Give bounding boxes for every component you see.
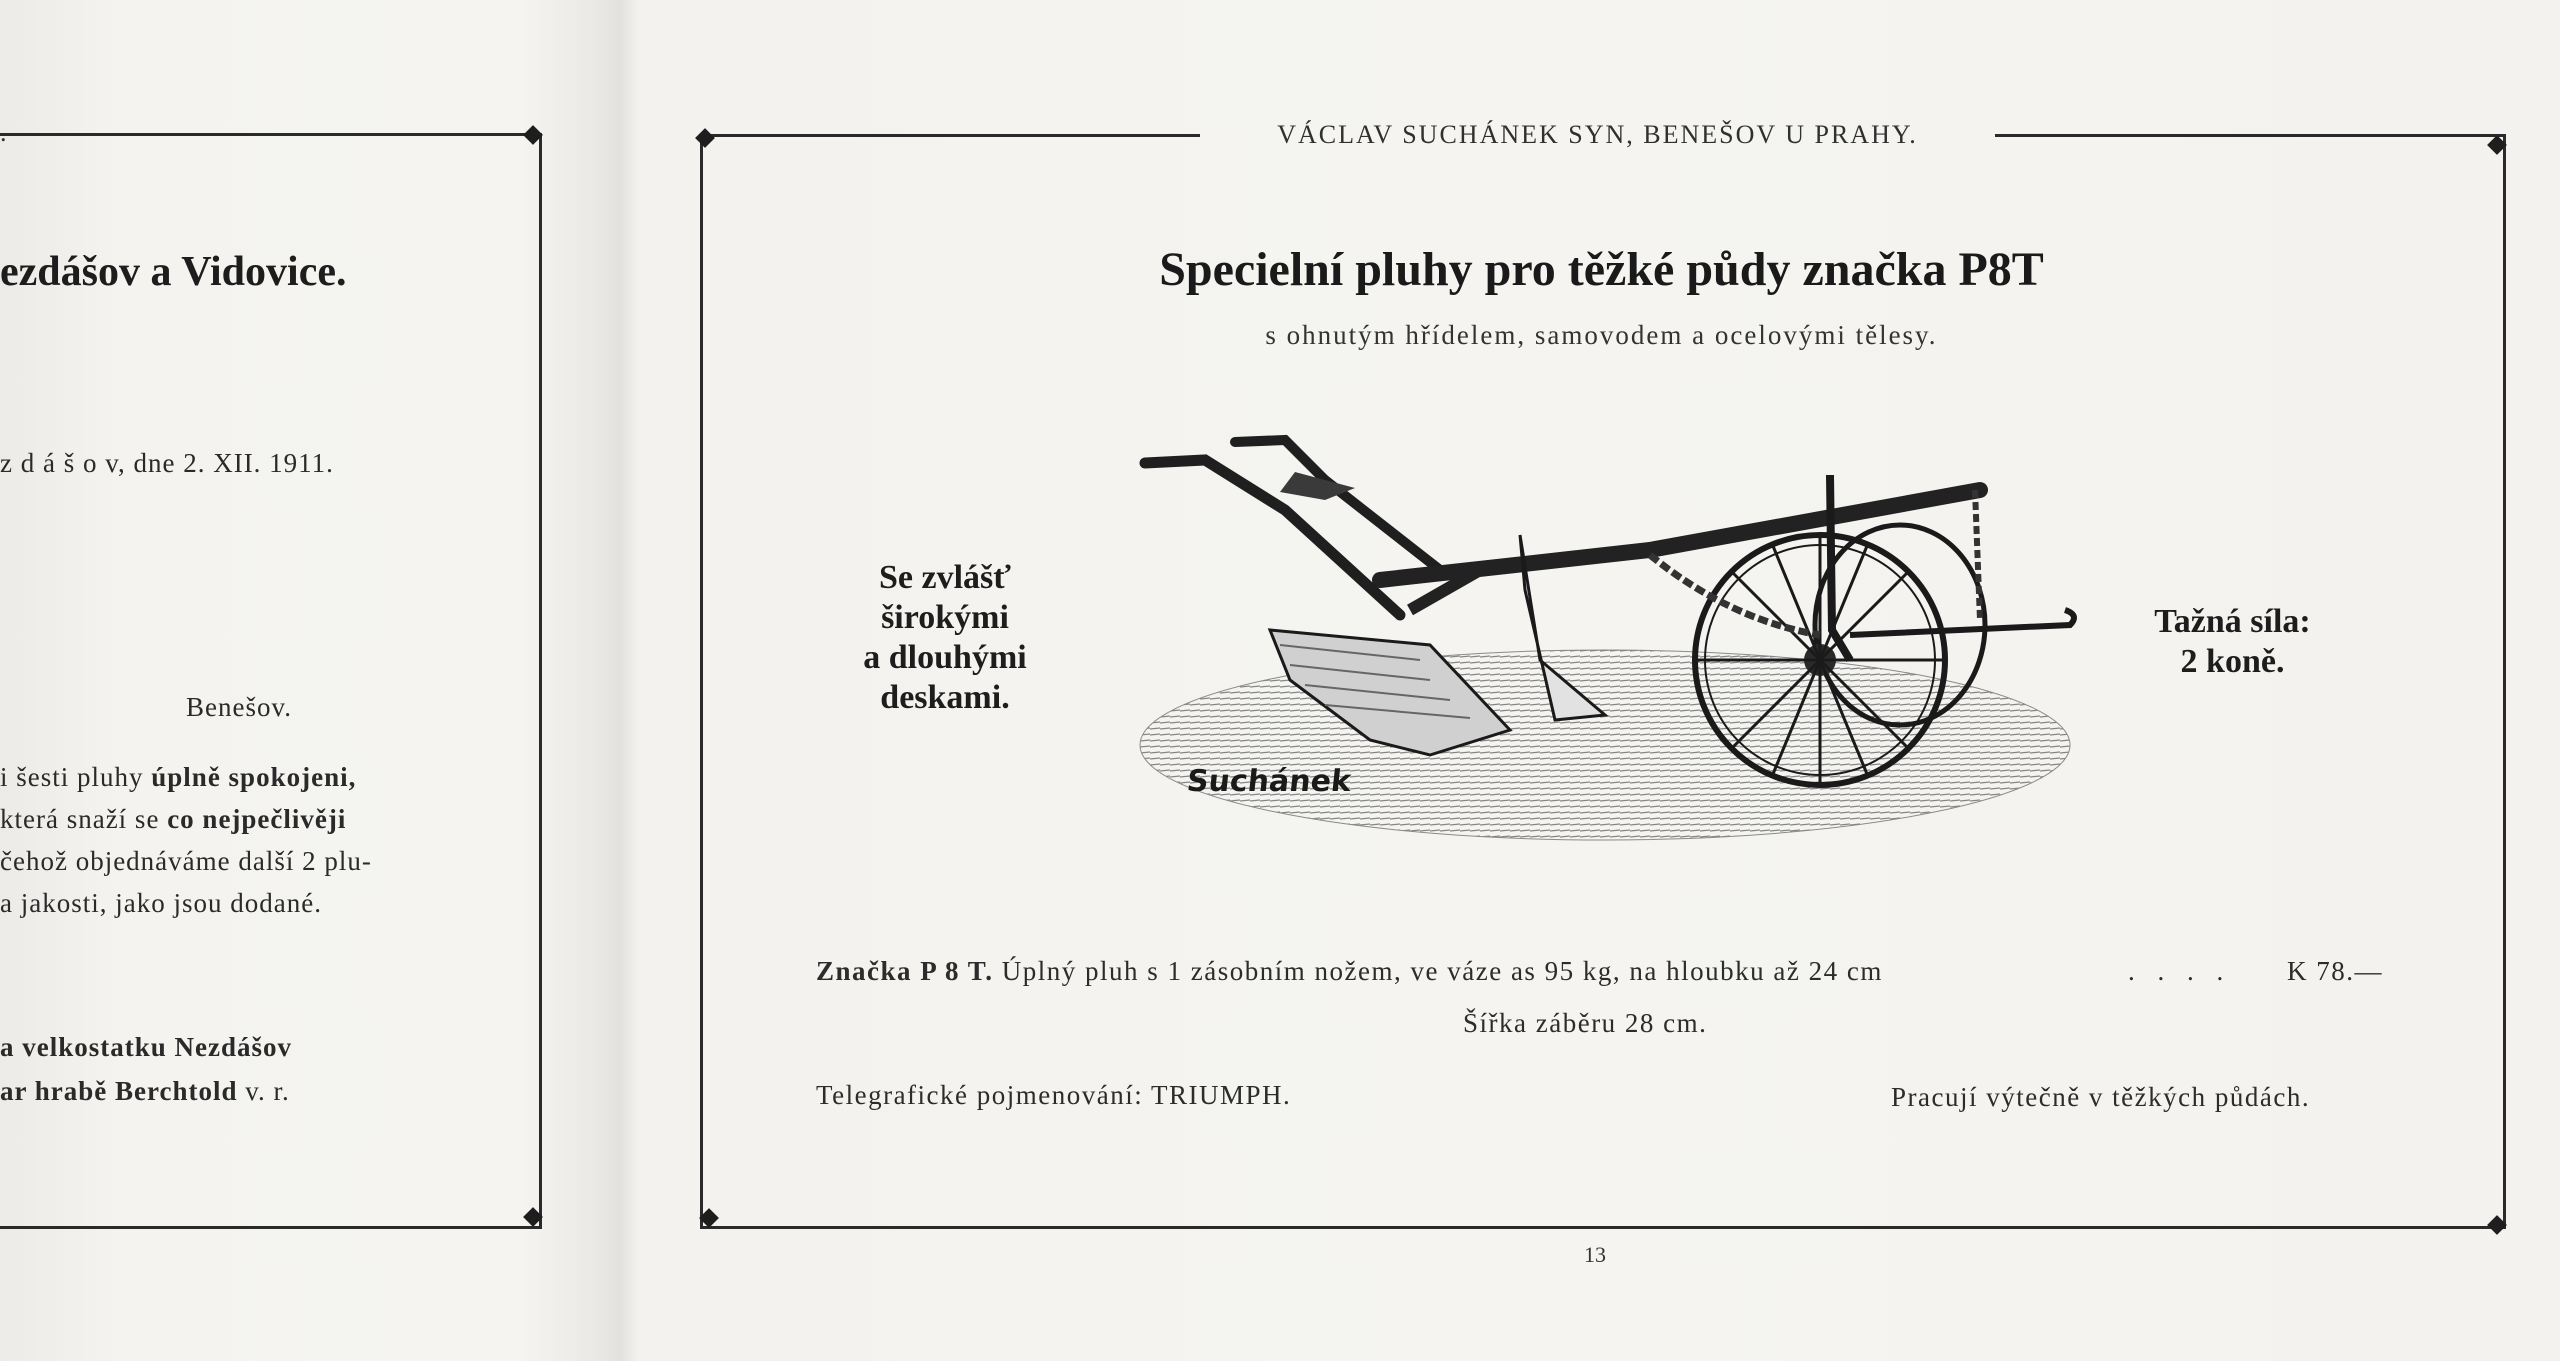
page-title: Specielní pluhy pro těžké půdy značka P8T xyxy=(1159,243,2044,296)
letter-line: a jakosti, jako jsou dodané. xyxy=(0,888,322,918)
letter-addressee: Benešov. xyxy=(186,692,292,722)
spec-line xyxy=(816,956,1883,987)
page-number: 13 xyxy=(1584,1242,1606,1267)
working-width-line: Šířka záběru 28 cm. xyxy=(1463,1008,1708,1038)
feature-line: deskami. xyxy=(880,679,1010,716)
slogan-line: Pracují výtečně v těžkých půdách. xyxy=(1891,1082,2311,1112)
feature-left xyxy=(825,558,1065,718)
emphasis-text: co nejpečlivěji xyxy=(167,804,347,834)
page-crease xyxy=(600,0,640,1361)
model-label: Značka P 8 T. xyxy=(816,956,994,986)
feature-line: Se zvlášť xyxy=(879,559,1011,596)
signature-line xyxy=(0,1032,292,1063)
telegraph-name-line: Telegrafické pojmenování: TRIUMPH. xyxy=(816,1080,1292,1110)
letter-line xyxy=(0,804,346,835)
letter-date-line: z d á š o v, dne 2. XII. 1911. xyxy=(0,448,334,478)
illustration-label: Suchánek xyxy=(1185,764,1353,799)
text: v. r. xyxy=(237,1076,290,1106)
feature-line: Tažná síla: xyxy=(2154,603,2311,640)
page-subtitle: s ohnutým hřídelem, samovodem a ocelovými tělesy. xyxy=(1265,320,1938,350)
letter-line: čehož objednáváme další 2 plu- xyxy=(0,846,372,876)
signature-line xyxy=(0,1076,290,1107)
feature-line: širokými xyxy=(881,599,1009,636)
feature-line: 2 koně. xyxy=(2180,643,2285,680)
feature-line: a dlouhými xyxy=(863,639,1027,676)
feature-right xyxy=(2125,602,2340,682)
emphasis-text: ar hrabě Berchtold xyxy=(0,1076,238,1106)
text: která snaží se xyxy=(0,804,168,834)
left-page-frame xyxy=(0,133,542,1229)
header-rule-left xyxy=(703,134,1200,137)
spec-leader-dots: . . . . xyxy=(2128,956,2232,986)
left-page-title: ezdášov a Vidovice. xyxy=(0,249,347,295)
price: K 78.— xyxy=(2287,956,2383,986)
spec-text: Úplný pluh s 1 zásobním nožem, ve váze as 95 kg, na hloubku až 24 cm xyxy=(1001,956,1883,986)
firm-header: VÁCLAV SUCHÁNEK SYN, BENEŠOV U PRAHY. xyxy=(1277,120,1918,149)
emphasis-text: a velkostatku Nezdášov xyxy=(0,1032,293,1062)
text: i šesti pluhy xyxy=(0,762,152,792)
left-header-fragment: . xyxy=(0,118,9,147)
letter-line xyxy=(0,762,356,793)
header-rule-right xyxy=(1995,134,2503,137)
emphasis-text: úplně spokojeni, xyxy=(151,762,357,792)
